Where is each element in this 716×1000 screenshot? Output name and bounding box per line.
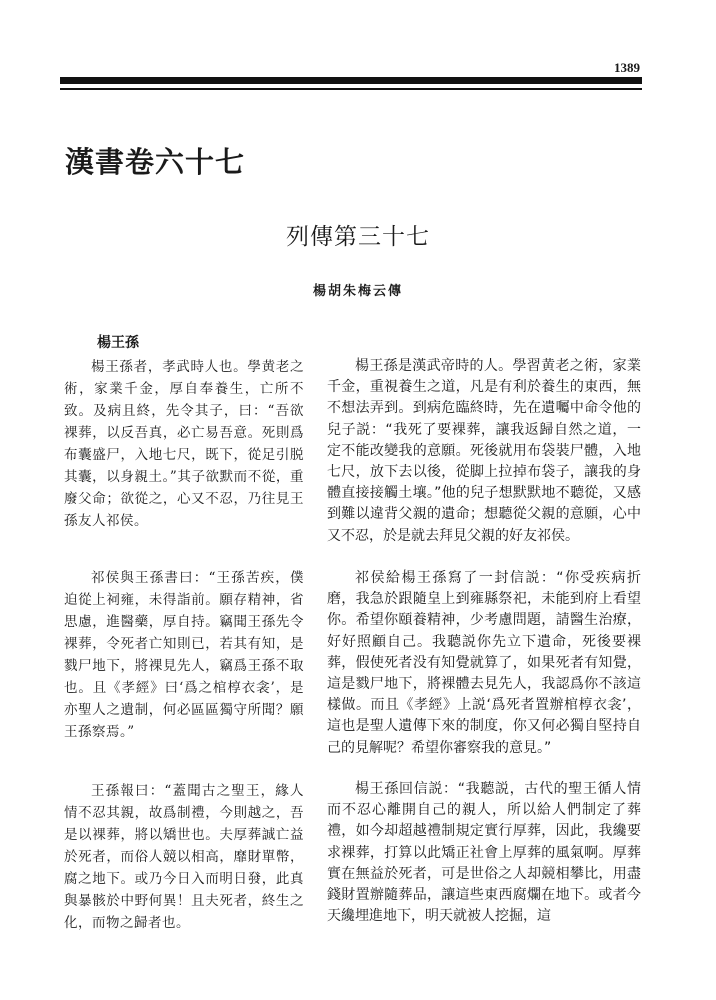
book-title: 漢書卷六十七	[65, 145, 246, 179]
classical-paragraph: 祁侯與王孫書曰：“王孫苦疾，僕迫從上祠雍，未得詣前。願存精神，省思慮，進醫藥，厚自持。竊聞王孫先令裸葬，令死者亡知則已，若其有知，是戮尸地下，將裸見先人，竊爲王孫不取也。且《孝經》曰‘爲之棺椁衣衾’，是亦聖人之遺制，何必區區獨守所聞？願王孫察焉。”	[64, 570, 304, 740]
translation-paragraph: 楊王孫是漢武帝時的人。學習黄老之術，家業千金，重視養生之道，凡是有利於養生的東西，無不想法弄到。到病危臨終時，先在遺囑中命令他的兒子説：“我死了要裸葬，讓我返歸自然之道，一定不能改變我的意願。死後就用布袋裝尸體，入地七尺，放下去以後，從脚上拉掉布袋子，讓我的身體直接接觸土壤。”他的兒子想默默地不聽從，又感到難以違背父親的遺命；想聽從父親的意願，心中又不忍，於是就去拜見父親的好友祁侯。	[327, 358, 641, 544]
section-heading: 楊王孫	[97, 335, 139, 351]
translation-paragraph: 祁侯給楊王孫寫了一封信説：“你受疾病折磨，我急於跟隨皇上到雍縣祭祀，未能到府上看望你。希望你頤養精神，少考慮問題，請醫生治療，好好照顧自己。我聽説你先立下遺命，死後要裸葬，假使死者没有知覺就算了，如果死者有知覺，這是戮尸地下，將裸體去見先人，我認爲你不該這樣做。而且《孝經》上説‘爲死者置辦棺椁衣衾’，這也是聖人遺傳下來的制度，你又何必獨自堅持自己的見解呢？希望你審察我的意見。”	[327, 570, 641, 756]
chapter-title: 列傳第三十七	[286, 224, 430, 250]
translation-paragraph: 楊王孫回信説：“我聽説，古代的聖王循人情而不忍心離開自己的親人，所以給人們制定了葬禮，如今却超越禮制規定實行厚葬，因此，我纔要求裸葬，打算以此矯正社會上厚葬的風氣啊。厚葬實在無益於死者，可是世俗之人却競相攀比，用盡錢財置辦隨葬品，讓這些東西腐爛在地下。或者今天纔埋進地下，明天就被人挖掘，這	[327, 781, 641, 925]
classical-paragraph: 楊王孫者，孝武時人也。學黄老之術，家業千金，厚自奉養生，亡所不致。及病且終，先令其子，曰：“吾欲裸葬，以反吾真，必亡易吾意。死則爲布囊盛尸，入地七尺，既下，從足引脱其囊，以身親土。”其子欲默而不從，重廢父命；欲從之，心又不忍，乃往見王孫友人祁侯。	[64, 359, 304, 529]
classical-paragraph: 王孫報曰：“蓋聞古之聖王，緣人情不忍其親，故爲制禮，今則越之，吾是以裸葬，將以矯世也。夫厚葬誠亡益於死者，而俗人競以相高，靡財單幣，腐之地下。或乃今日入而明日發，此真與暴骸於中野何異！且夫死者，終生之化，而物之歸者也。	[64, 783, 304, 931]
chapter-subtitle: 楊胡朱梅云傳	[312, 284, 403, 299]
header-rule-thick	[60, 77, 642, 84]
header-rule-thin	[60, 88, 642, 90]
page-number: 1389	[614, 60, 640, 75]
